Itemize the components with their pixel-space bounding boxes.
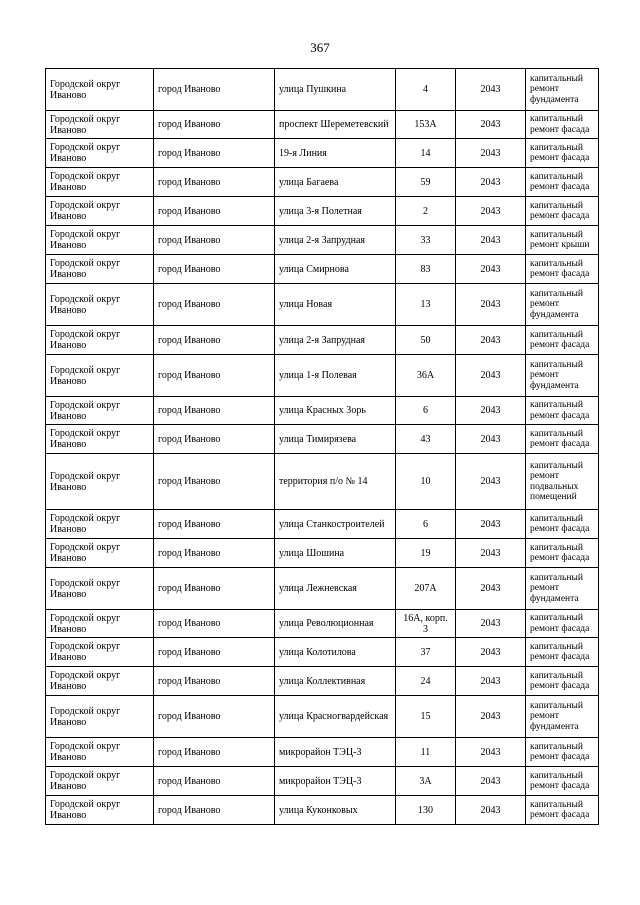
street-cell: улица Красногвардейская [275,696,396,738]
work-type-cell: капитальный ремонт фундамента [526,568,599,610]
year-cell: 2043 [456,568,526,610]
work-type-cell: капитальный ремонт фасада [526,168,599,197]
locality-cell: город Иваново [154,696,275,738]
year-cell: 2043 [456,539,526,568]
work-type-cell: капитальный ремонт фасада [526,667,599,696]
municipality-cell: Городской округ Иваново [46,510,154,539]
municipality-cell: Городской округ Иваново [46,139,154,168]
house-number-cell: 6 [396,510,456,539]
repair-schedule-table [45,68,599,825]
work-type-cell: капитальный ремонт крыши [526,226,599,255]
work-type-cell: капитальный ремонт подвальных помещений [526,454,599,510]
municipality-cell: Городской округ Иваново [46,326,154,355]
work-type-cell: капитальный ремонт фасада [526,610,599,638]
municipality-cell: Городской округ Иваново [46,738,154,767]
table-row [46,568,599,610]
municipality-cell: Городской округ Иваново [46,454,154,510]
street-cell: микрорайон ТЭЦ-3 [275,738,396,767]
year-cell: 2043 [456,454,526,510]
work-type-cell: капитальный ремонт фасада [526,397,599,425]
municipality-cell: Городской округ Иваново [46,397,154,425]
year-cell: 2043 [456,796,526,825]
municipality-cell: Городской округ Иваново [46,568,154,610]
municipality-cell: Городской округ Иваново [46,696,154,738]
page-number: 367 [310,40,330,55]
locality-cell: город Иваново [154,568,275,610]
house-number-cell: 33 [396,226,456,255]
street-cell: улица Новая [275,284,396,326]
house-number-cell: 207А [396,568,456,610]
year-cell: 2043 [456,69,526,111]
house-number-cell: 153А [396,111,456,139]
table-row [46,510,599,539]
street-cell: улица Лежневская [275,568,396,610]
street-cell: улица 1-я Полевая [275,355,396,397]
table-row [46,796,599,825]
table-row [46,326,599,355]
locality-cell: город Иваново [154,539,275,568]
locality-cell: город Иваново [154,738,275,767]
house-number-cell: 50 [396,326,456,355]
table-row [46,767,599,796]
work-type-cell: капитальный ремонт фундамента [526,355,599,397]
street-cell: улица Куконковых [275,796,396,825]
work-type-cell: капитальный ремонт фасада [526,738,599,767]
locality-cell: город Иваново [154,355,275,397]
municipality-cell: Городской округ Иваново [46,610,154,638]
table-row [46,696,599,738]
table-row [46,355,599,397]
locality-cell: город Иваново [154,197,275,226]
locality-cell: город Иваново [154,796,275,825]
house-number-cell: 83 [396,255,456,284]
locality-cell: город Иваново [154,767,275,796]
year-cell: 2043 [456,425,526,454]
table-body [46,69,599,825]
year-cell: 2043 [456,610,526,638]
house-number-cell: 10 [396,454,456,510]
locality-cell: город Иваново [154,326,275,355]
street-cell: улица Колотилова [275,638,396,667]
work-type-cell: капитальный ремонт фасада [526,796,599,825]
street-cell: проспект Шереметевский [275,111,396,139]
work-type-cell: капитальный ремонт фасада [526,510,599,539]
street-cell: микрорайон ТЭЦ-3 [275,767,396,796]
table-row [46,226,599,255]
locality-cell: город Иваново [154,255,275,284]
work-type-cell: капитальный ремонт фундамента [526,696,599,738]
house-number-cell: 15 [396,696,456,738]
year-cell: 2043 [456,139,526,168]
work-type-cell: капитальный ремонт фундамента [526,69,599,111]
locality-cell: город Иваново [154,638,275,667]
street-cell: улица Революционная [275,610,396,638]
table-row [46,197,599,226]
table-row [46,667,599,696]
work-type-cell: капитальный ремонт фасада [526,111,599,139]
municipality-cell: Городской округ Иваново [46,284,154,326]
table-row [46,139,599,168]
work-type-cell: капитальный ремонт фундамента [526,284,599,326]
street-cell: улица Тимирязева [275,425,396,454]
municipality-cell: Городской округ Иваново [46,111,154,139]
work-type-cell: капитальный ремонт фасада [526,767,599,796]
street-cell: территория п/о № 14 [275,454,396,510]
house-number-cell: 11 [396,738,456,767]
street-cell: 19-я Линия [275,139,396,168]
house-number-cell: 59 [396,168,456,197]
table-row [46,397,599,425]
street-cell: улица Пушкина [275,69,396,111]
table-row [46,284,599,326]
locality-cell: город Иваново [154,226,275,255]
year-cell: 2043 [456,696,526,738]
street-cell: улица Багаева [275,168,396,197]
street-cell: улица Станкостроителей [275,510,396,539]
year-cell: 2043 [456,355,526,397]
house-number-cell: 130 [396,796,456,825]
work-type-cell: капитальный ремонт фасада [526,326,599,355]
table-row [46,69,599,111]
house-number-cell: 13 [396,284,456,326]
locality-cell: город Иваново [154,425,275,454]
year-cell: 2043 [456,197,526,226]
house-number-cell: 36А [396,355,456,397]
locality-cell: город Иваново [154,139,275,168]
year-cell: 2043 [456,168,526,197]
table-row [46,425,599,454]
house-number-cell: 24 [396,667,456,696]
street-cell: улица Коллективная [275,667,396,696]
year-cell: 2043 [456,767,526,796]
year-cell: 2043 [456,226,526,255]
year-cell: 2043 [456,111,526,139]
year-cell: 2043 [456,255,526,284]
municipality-cell: Городской округ Иваново [46,226,154,255]
municipality-cell: Городской округ Иваново [46,539,154,568]
locality-cell: город Иваново [154,454,275,510]
municipality-cell: Городской округ Иваново [46,255,154,284]
year-cell: 2043 [456,667,526,696]
house-number-cell: 3А [396,767,456,796]
street-cell: улица Красных Зорь [275,397,396,425]
table-row [46,738,599,767]
year-cell: 2043 [456,284,526,326]
street-cell: улица 3-я Полетная [275,197,396,226]
municipality-cell: Городской округ Иваново [46,197,154,226]
locality-cell: город Иваново [154,610,275,638]
table-row [46,111,599,139]
house-number-cell: 14 [396,139,456,168]
work-type-cell: капитальный ремонт фасада [526,638,599,667]
municipality-cell: Городской округ Иваново [46,425,154,454]
table-row [46,255,599,284]
table-row [46,168,599,197]
municipality-cell: Городской округ Иваново [46,767,154,796]
year-cell: 2043 [456,738,526,767]
work-type-cell: капитальный ремонт фасада [526,539,599,568]
locality-cell: город Иваново [154,397,275,425]
street-cell: улица 2-я Запрудная [275,226,396,255]
house-number-cell: 16А, корп. 3 [396,610,456,638]
table-row [46,610,599,638]
street-cell: улица Шошина [275,539,396,568]
year-cell: 2043 [456,326,526,355]
work-type-cell: капитальный ремонт фасада [526,255,599,284]
year-cell: 2043 [456,510,526,539]
table-row [46,454,599,510]
house-number-cell: 43 [396,425,456,454]
year-cell: 2043 [456,638,526,667]
house-number-cell: 37 [396,638,456,667]
municipality-cell: Городской округ Иваново [46,638,154,667]
year-cell: 2043 [456,397,526,425]
work-type-cell: капитальный ремонт фасада [526,197,599,226]
work-type-cell: капитальный ремонт фасада [526,139,599,168]
work-type-cell: капитальный ремонт фасада [526,425,599,454]
house-number-cell: 4 [396,69,456,111]
municipality-cell: Городской округ Иваново [46,69,154,111]
street-cell: улица Смирнова [275,255,396,284]
table-row [46,638,599,667]
locality-cell: город Иваново [154,111,275,139]
locality-cell: город Иваново [154,69,275,111]
locality-cell: город Иваново [154,510,275,539]
municipality-cell: Городской округ Иваново [46,168,154,197]
house-number-cell: 19 [396,539,456,568]
house-number-cell: 6 [396,397,456,425]
house-number-cell: 2 [396,197,456,226]
table-row [46,539,599,568]
municipality-cell: Городской округ Иваново [46,355,154,397]
locality-cell: город Иваново [154,168,275,197]
municipality-cell: Городской округ Иваново [46,796,154,825]
locality-cell: город Иваново [154,284,275,326]
street-cell: улица 2-я Запрудная [275,326,396,355]
municipality-cell: Городской округ Иваново [46,667,154,696]
locality-cell: город Иваново [154,667,275,696]
